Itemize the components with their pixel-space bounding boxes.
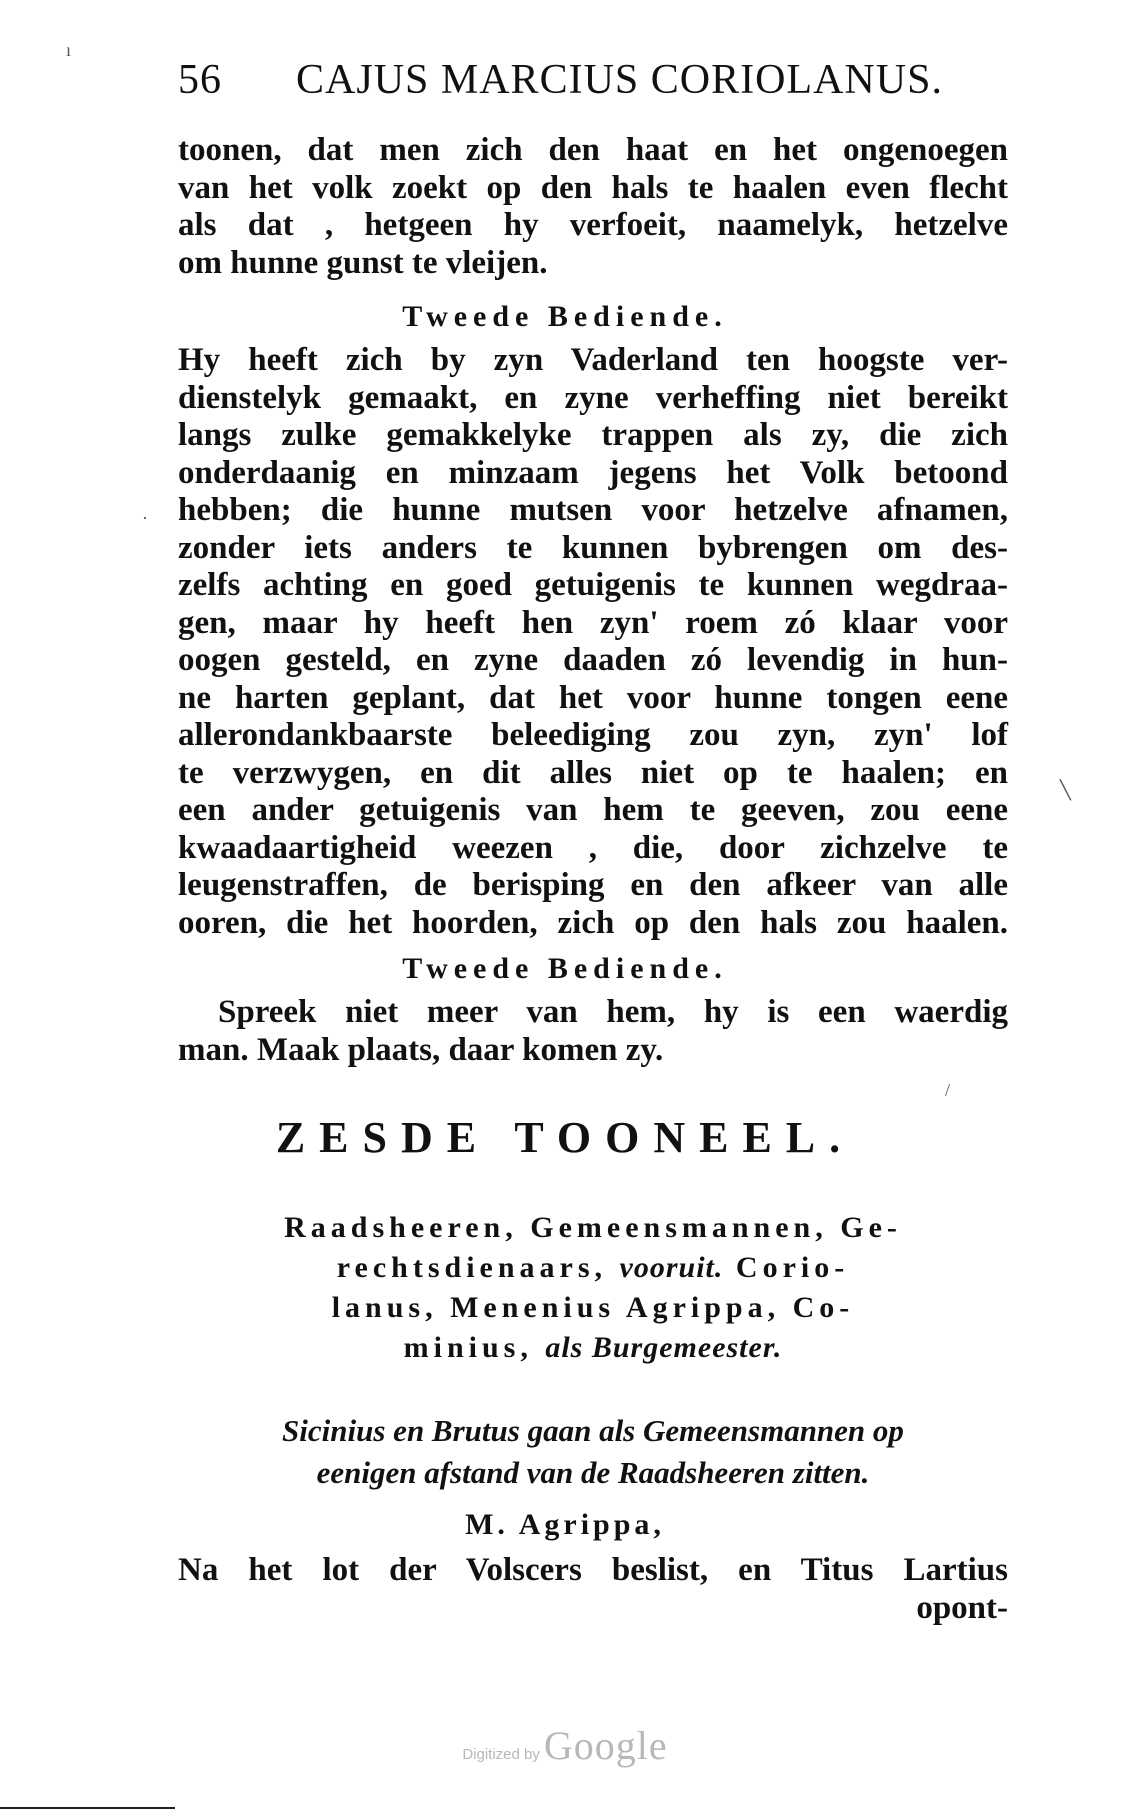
- cast-line: lanus, Menenius Agrippa, Co-: [331, 1291, 855, 1324]
- text-line: een ander getuigenis van hem te geeven, zou eene: [178, 792, 1008, 828]
- page-number: 56: [178, 57, 222, 103]
- paragraph-2: [178, 342, 1008, 942]
- cast-line: [178, 1248, 1008, 1288]
- paragraph-3: [178, 994, 1008, 1069]
- cast-text: minius,: [403, 1331, 533, 1364]
- cast-note: vooruit.: [619, 1251, 724, 1284]
- cast-line: [178, 1328, 1008, 1368]
- cast-text: rechtsdienaars,: [336, 1251, 608, 1284]
- text-line: allerondankbaarste beleediging zou zyn, zyn' lof: [178, 717, 1008, 753]
- text-line: Spreek niet meer van hem, hy is een waerdig: [218, 994, 1008, 1030]
- text-line: Na het lot der Volscers beslist, en Titus Lartius: [178, 1552, 1008, 1588]
- paragraph-1: [178, 132, 1008, 282]
- cast-list: [178, 1208, 1008, 1368]
- text-line: kwaadaartigheid weezen , die, door zichzelve te: [178, 829, 1008, 866]
- text-line: te verzwygen, en dit alles niet op te haalen; en: [178, 754, 1008, 791]
- text-line: hebben; die hunne mutsen voor hetzelve afnamen,: [178, 492, 1008, 528]
- text-line: Hy heeft zich by zyn Vaderland ten hoogste ver-: [178, 342, 1008, 378]
- stage-direction: [178, 1410, 1008, 1494]
- text-line: langs zulke gemakkelyke trappen als zy, die zich: [178, 417, 1008, 453]
- paragraph-4: [178, 1552, 1008, 1627]
- text-line: gen, maar hy heeft hen zyn' roem zó klaar voor: [178, 604, 1008, 641]
- text-line: man. Maak plaats, daar komen zy.: [178, 1031, 664, 1068]
- scene-heading: ZESDE TOONEEL.: [275, 1113, 855, 1162]
- text-line: dienstelyk gemaakt, en zyne verheffing niet bereikt: [178, 379, 1008, 416]
- running-header: [178, 50, 943, 110]
- running-title: CAJUS MARCIUS CORIOLANUS.: [296, 57, 943, 103]
- stage-line: eenigen afstand van de Raadsheeren zitten.: [316, 1455, 870, 1490]
- text-line: toonen, dat men zich den haat en het ongenoegen: [178, 132, 1008, 168]
- text-line: ooren, die het hoorden, zich op den hals zou haalen.: [178, 904, 1008, 941]
- text-line: om hunne gunst te vleijen.: [178, 244, 548, 281]
- cast-note: als Burgemeester.: [545, 1331, 783, 1364]
- text-line: opont-: [916, 1589, 1008, 1626]
- speaker-heading-1: Tweede Bediende.: [402, 300, 728, 333]
- google-logo: Google: [543, 1723, 668, 1768]
- margin-speck: ·: [142, 508, 148, 528]
- text-line: zonder iets anders te kunnen bybrengen om des-: [178, 529, 1008, 566]
- digitized-footer: [0, 1722, 1130, 1769]
- cast-text: Corio-: [735, 1251, 850, 1284]
- text-line: als dat , hetgeen hy verfoeit, naamelyk, hetzelve: [178, 207, 1008, 243]
- margin-speck: ╲: [1060, 780, 1071, 800]
- margin-speck: ı: [66, 40, 72, 60]
- text-line: oogen gesteld, en zyne daaden zó levendig in hun-: [178, 642, 1008, 678]
- text-line: ne harten geplant, dat het voor hunne tongen eene: [178, 679, 1008, 716]
- text-line: zelfs achting en goed getuigenis te kunnen wegdraa-: [178, 567, 1008, 603]
- speaker-heading-2: Tweede Bediende.: [402, 952, 728, 985]
- digitized-label: Digitized by: [462, 1746, 540, 1763]
- speaker-heading-3: M. Agrippa,: [465, 1508, 665, 1541]
- text-line: onderdaanig en minzaam jegens het Volk betoond: [178, 454, 1008, 491]
- bottom-rule: [0, 1807, 175, 1809]
- text-line: van het volk zoekt op den hals te haalen even flecht: [178, 169, 1008, 206]
- margin-speck: /: [945, 1080, 951, 1100]
- cast-line: Raadsheeren, Gemeensmannen, Ge-: [284, 1211, 902, 1244]
- text-line: leugenstraffen, de berisping en den afkeer van alle: [178, 867, 1008, 903]
- stage-line: Sicinius en Brutus gaan als Gemeensmannen op: [282, 1413, 904, 1448]
